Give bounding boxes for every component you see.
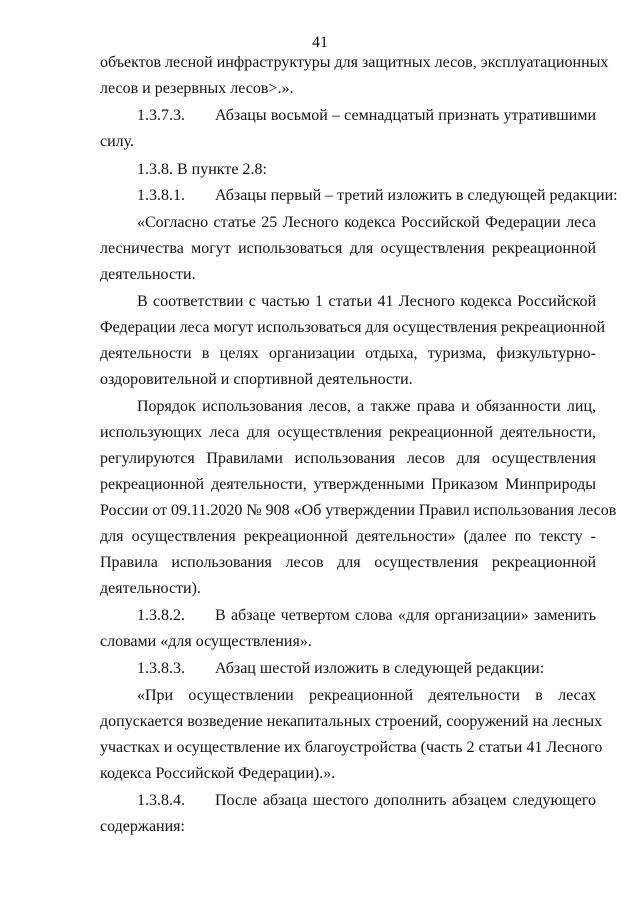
text-line: регулируются Правилами использования лесов для осуществления [100, 450, 596, 467]
text-line: деятельности). [100, 580, 201, 597]
text-line: России от 09.11.2020 № 908 «Об утверждении Правил использования лесов [100, 502, 617, 519]
item-number: 1.3.8.4. [137, 792, 185, 809]
item-text: Абзац шестой изложить в следующей редакции: [215, 660, 545, 677]
text-line: кодекса Российской Федерации).». [100, 765, 336, 782]
text-line: объектов лесной инфраструктуры для защитных лесов, эксплуатационных [100, 54, 609, 71]
text-line: деятельности в целях организации отдыха, туризма, физкультурно- [100, 345, 596, 362]
text-line: силу. [100, 133, 135, 150]
text-line: деятельности. [100, 266, 196, 283]
text-line: лесничества могут использоваться для осуществления рекреационной [100, 240, 596, 257]
text-line: рекреационной деятельности, утвержденными Приказом Минприроды [100, 476, 596, 493]
text-line: для осуществления рекреационной деятельности» (далее по тексту - [100, 528, 596, 545]
text-line: Порядок использования лесов, а также права и обязанности лиц, [137, 398, 596, 415]
text-line: оздоровительной и спортивной деятельности. [100, 371, 413, 388]
item-text: В абзаце четвертом слова «для организации» заменить [215, 607, 596, 624]
item-number: 1.3.8.2. [137, 607, 185, 624]
text-line: В соответствии с частью 1 статьи 41 Лесного кодекса Российской [137, 293, 596, 310]
item-text: Абзацы восьмой – семнадцатый признать утратившими [215, 107, 596, 124]
text-line: словами «для осуществления». [100, 633, 312, 650]
text-line: участках и осуществление их благоустройства (часть 2 статьи 41 Лесного [100, 739, 603, 756]
item-number: 1.3.7.3. [137, 107, 185, 124]
item-text: Абзацы первый – третий изложить в следующей редакции: [215, 187, 618, 204]
text-line: использующих леса для осуществления рекреационной деятельности, [100, 424, 596, 441]
text-line: Федерации леса могут использоваться для осуществления рекреационной [100, 319, 606, 336]
text-line: «При осуществлении рекреационной деятельности в лесах [137, 687, 596, 704]
item-text: После абзаца шестого дополнить абзацем следующего [215, 792, 596, 809]
text-line: допускается возведение некапитальных строений, сооружений на лесных [100, 713, 603, 730]
page-number: 41 [312, 34, 328, 51]
text-line: лесов и резервных лесов>.». [100, 80, 294, 97]
text-line: содержания: [100, 818, 185, 835]
text-line: Правила использования лесов для осуществления рекреационной [100, 554, 596, 571]
item-number: 1.3.8.3. [137, 660, 185, 677]
text-line: «Согласно статье 25 Лесного кодекса Российской Федерации леса [137, 214, 596, 231]
item-number: 1.3.8.1. [137, 187, 185, 204]
section-heading: 1.3.8. В пункте 2.8: [137, 161, 267, 178]
